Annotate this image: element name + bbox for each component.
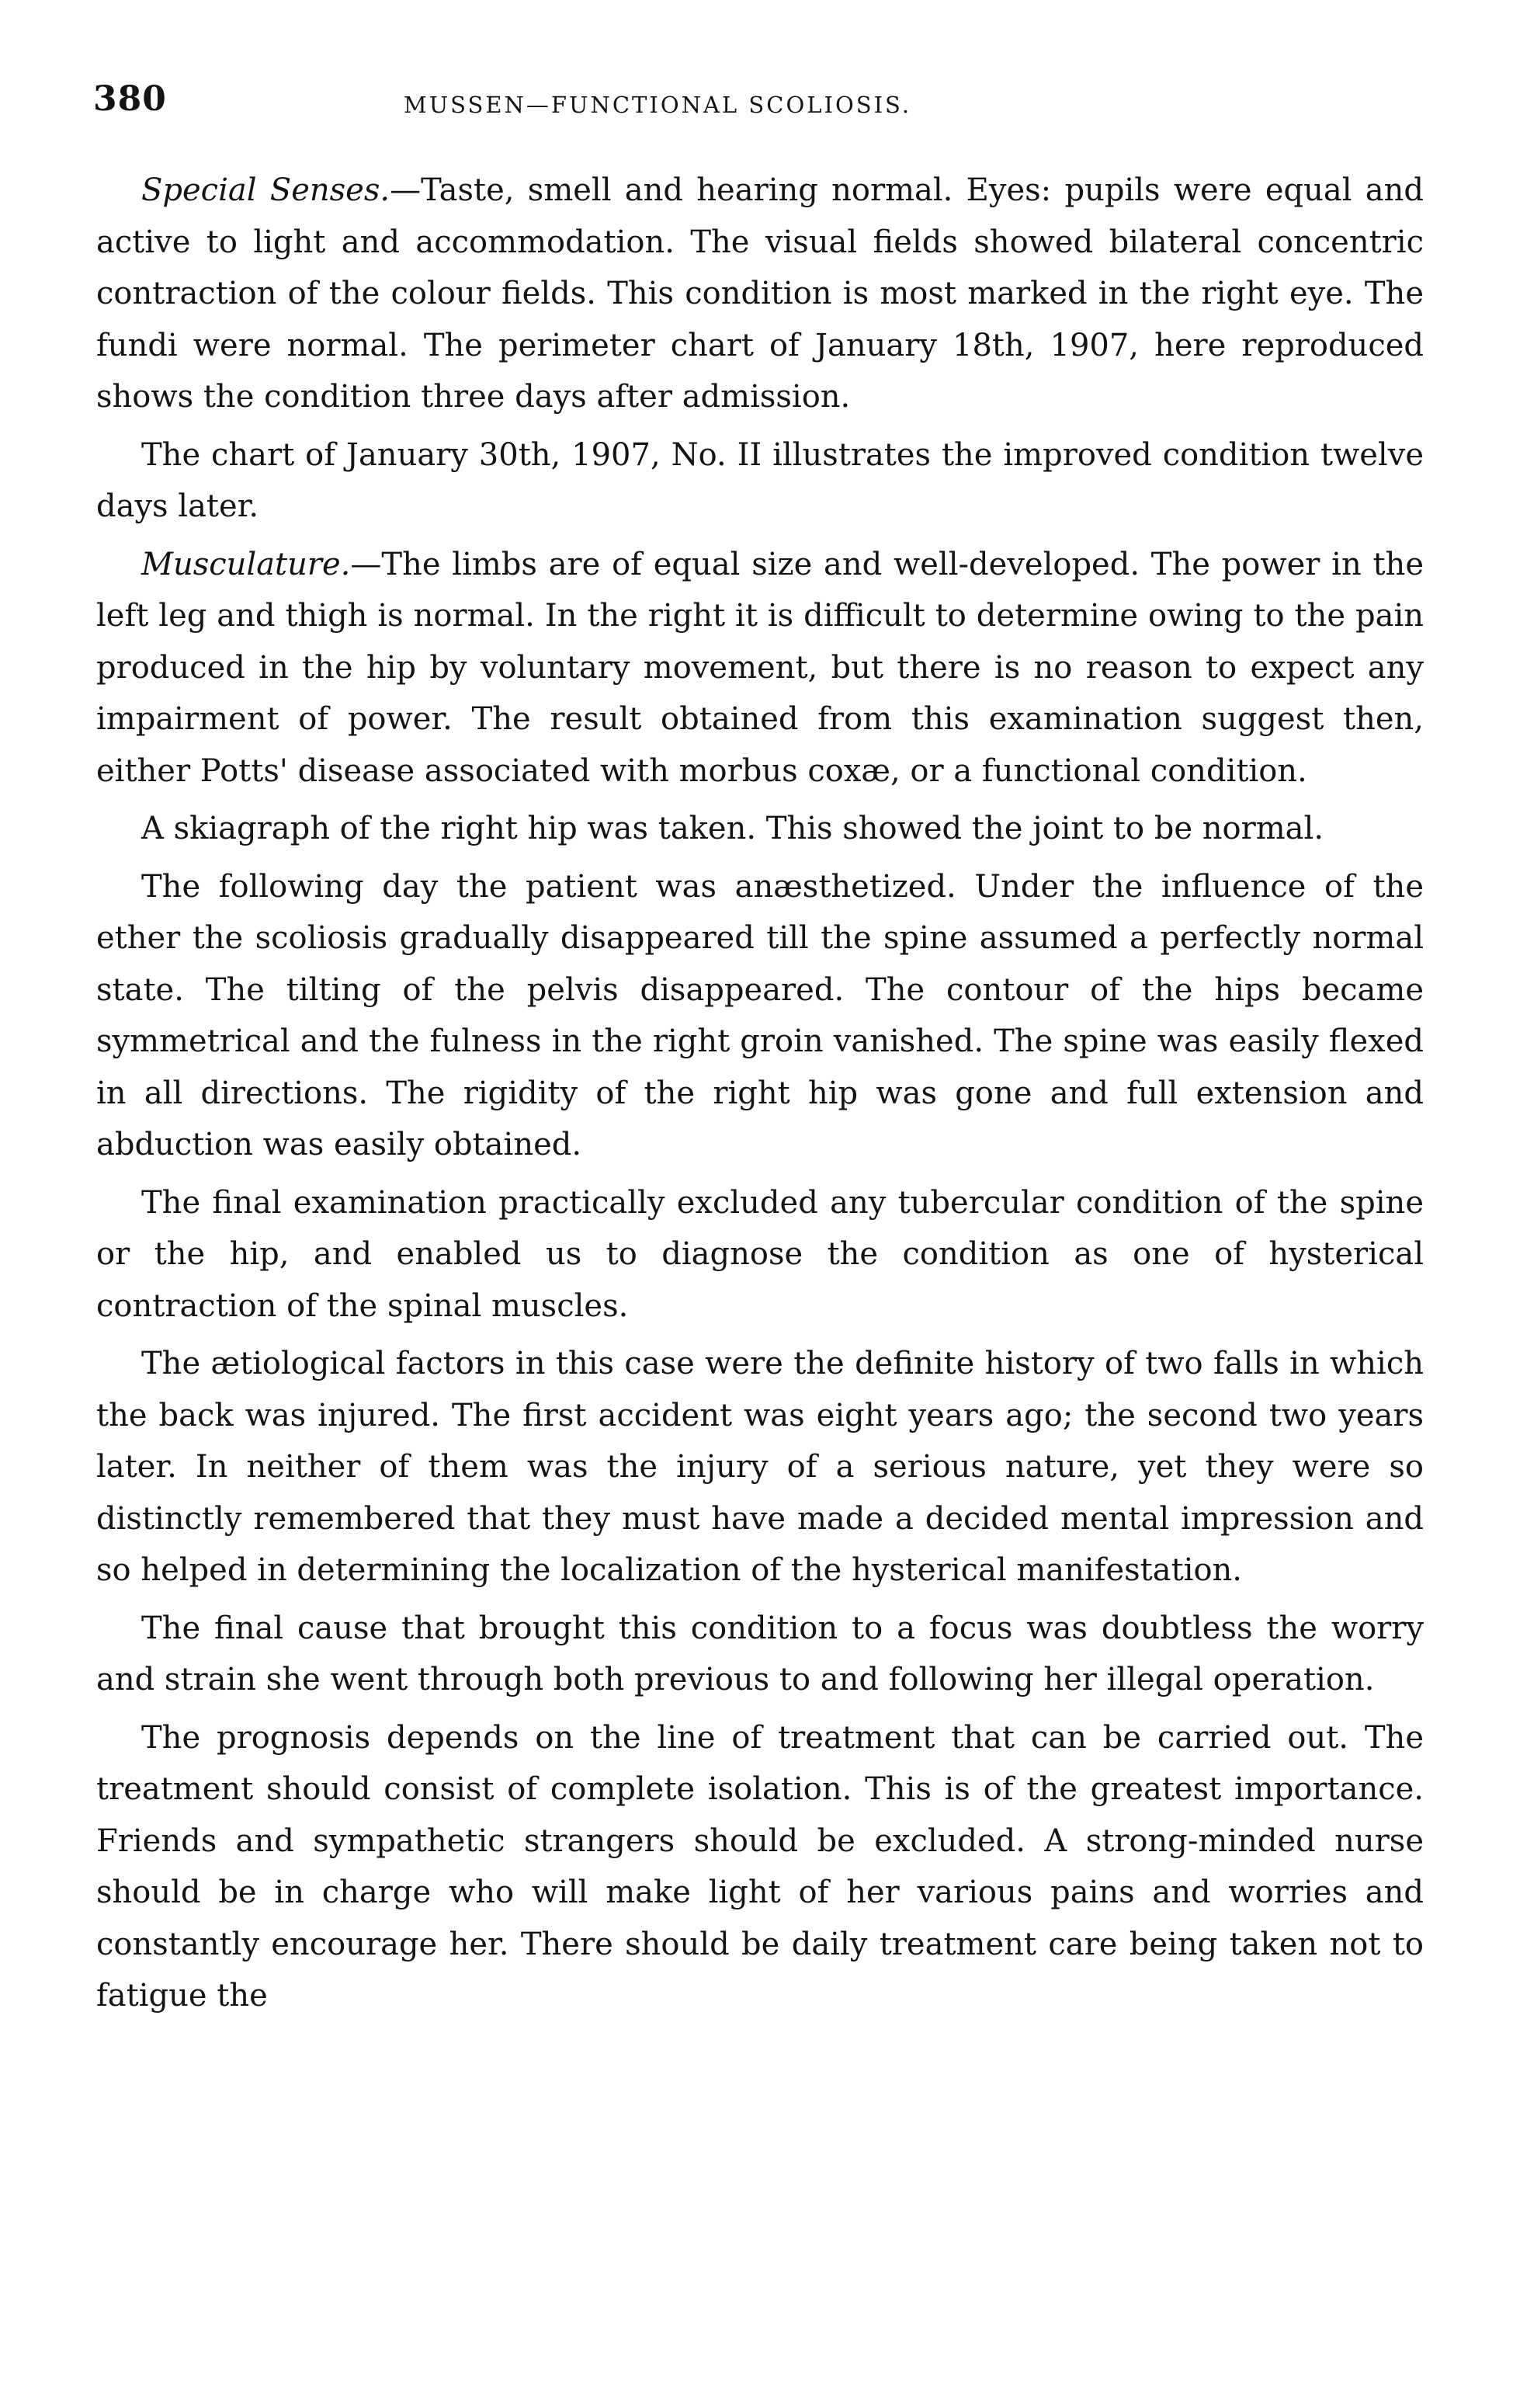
paragraph-text: —The limbs are of equal size and well-developed. The power in the left leg and thigh is normal. In the right it is difficult to determine owing to the pain produced in the hip by voluntary movement, but there is no reason to expect any impairment of power. The result obtained from this examination suggest then, either Potts' disease associated with morbus coxæ, or a functional condition. (96, 546, 1424, 789)
paragraph-text: The prognosis depends on the line of treatment that can be carried out. The treatment should consist of complete isolation. This is of the greatest importance. Friends and sympathetic strangers should be excluded. A strong-minded nurse should be in charge who will make light of her various pains and worries and constantly encourage her. There should be daily treatment care being taken not to fatigue the (96, 1719, 1424, 2014)
paragraph-aetiology (96, 1338, 1424, 1597)
paragraph-text: The following day the patient was anæsthetized. Under the influence of the ether the scoliosis gradually disappeared till the spine assumed a perfectly normal state. The tilting of the pelvis disappeared. The contour of the hips became symmetrical and the fulness in the right groin vanished. The spine was easily flexed in all directions. The rigidity of the right hip was gone and full extension and abduction was easily obtained. (96, 868, 1424, 1162)
paragraph-text: The chart of January 30th, 1907, No. II illustrates the improved condition twelve days later. (96, 436, 1424, 524)
paragraph-lead: Musculature. (141, 546, 351, 582)
paragraph-text: The final cause that brought this condition to a focus was doubtless the worry and strain she went through both previous to and following her illegal operation. (96, 1610, 1424, 1697)
running-head: MUSSEN—FUNCTIONAL SCOLIOSIS. (404, 92, 912, 118)
paragraph-musculature (96, 539, 1424, 797)
body-text (96, 165, 1424, 2028)
paragraph-anaesthesia (96, 861, 1424, 1171)
paragraph-text: —Taste, smell and hearing normal. Eyes: pupils were equal and active to light and accommodation. The visual fields showed bilateral concentric contraction of the colour fields. This condition is most marked in the right eye. The fundi were normal. The perimeter chart of January 18th, 1907, here reproduced shows the condition three days after admission. (96, 172, 1424, 415)
paragraph-skiagraph (96, 803, 1424, 855)
page-number: 380 (93, 79, 167, 119)
paragraph-final-cause (96, 1603, 1424, 1706)
page-header (93, 79, 1428, 126)
paragraph-prognosis (96, 1712, 1424, 2022)
paragraph-special-senses (96, 165, 1424, 423)
paragraph-text: The ætiological factors in this case were the definite history of two falls in which the back was injured. The first accident was eight years ago; the second two years later. In neither of them was the injury of a serious nature, yet they were so distinctly remembered that they must have made a decided mental impression and so helped in determining the localization of the hysterical manifestation. (96, 1346, 1424, 1588)
paragraph-text: The final examination practically excluded any tubercular condition of the spine or the hip, and enabled us to diagnose the condition as one of hysterical contraction of the spinal muscles. (96, 1184, 1424, 1324)
paragraph-text: A skiagraph of the right hip was taken. This showed the joint to be normal. (141, 811, 1324, 846)
paragraph-chart-note (96, 429, 1424, 533)
paragraph-final-examination (96, 1177, 1424, 1333)
paragraph-lead: Special Senses. (141, 172, 390, 208)
